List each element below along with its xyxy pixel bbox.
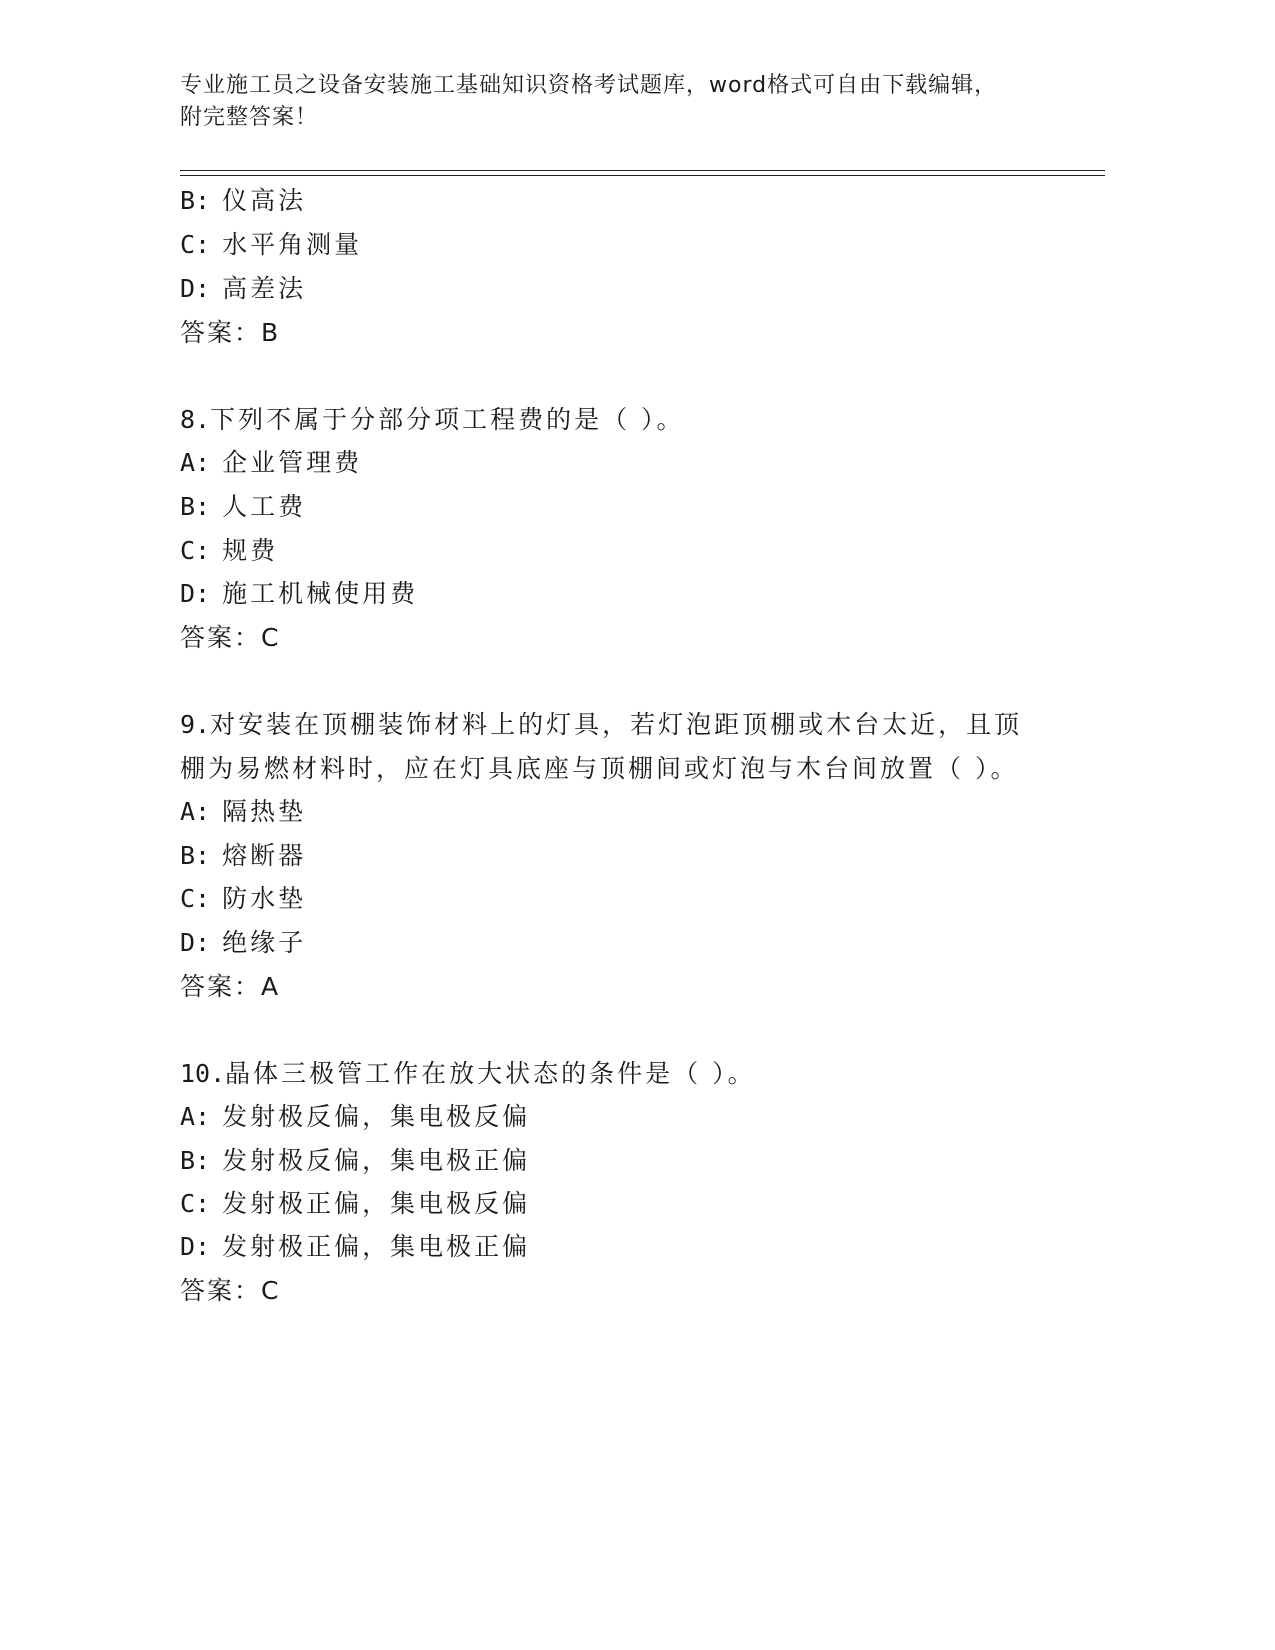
option-text: 企业管理费 xyxy=(222,448,363,477)
option-d xyxy=(180,926,306,960)
answer: 答案：C xyxy=(180,1276,281,1305)
option-text: 高差法 xyxy=(222,274,307,303)
option-key: D: xyxy=(180,928,211,957)
option-key: D: xyxy=(180,274,211,303)
header-divider-double xyxy=(180,175,1105,176)
option-c xyxy=(180,534,278,568)
header-line-1: 专业施工员之设备安装施工基础知识资格考试题库，word格式可自由下载编辑， xyxy=(180,73,998,98)
answer: 答案：B xyxy=(180,318,281,347)
option-text: 发射极正偏，集电极正偏 xyxy=(222,1232,531,1261)
option-text: 隔热垫 xyxy=(222,797,307,826)
question-number: 10. xyxy=(180,1059,226,1088)
option-text: 防水垫 xyxy=(222,884,307,913)
option-b xyxy=(180,490,306,524)
page-header xyxy=(180,70,1040,134)
option-key: D: xyxy=(180,579,211,608)
question-text: 下列不属于分部分项工程费的是（ ）。 xyxy=(210,405,685,434)
option-c xyxy=(180,882,306,916)
option-key: A: xyxy=(180,797,211,826)
option-a xyxy=(180,446,362,480)
option-text: 发射极反偏，集电极反偏 xyxy=(222,1102,531,1131)
question-8 xyxy=(180,403,685,437)
option-text: 仪高法 xyxy=(222,186,307,215)
option-text: 发射极正偏，集电极反偏 xyxy=(222,1189,531,1218)
answer: 答案：C xyxy=(180,623,281,652)
option-text: 规费 xyxy=(222,536,279,565)
question-text: 对安装在顶棚装饰材料上的灯具，若灯泡距顶棚或木台太近，且顶 xyxy=(210,710,1023,739)
option-key: D: xyxy=(180,1232,211,1261)
question-10 xyxy=(180,1057,756,1091)
option-key: B: xyxy=(180,186,211,215)
option-key: A: xyxy=(180,448,211,477)
option-key: C: xyxy=(180,1189,211,1218)
header-line-2: 附完整答案！ xyxy=(180,105,319,130)
option-b xyxy=(180,184,306,218)
option-d xyxy=(180,272,306,306)
question-text: 晶体三极管工作在放大状态的条件是（ ）。 xyxy=(225,1059,756,1088)
option-text: 水平角测量 xyxy=(222,230,363,259)
option-c xyxy=(180,1187,530,1221)
question-9-continued: 棚为易燃材料时，应在灯具底座与顶棚间或灯泡与木台间放置（ ）。 xyxy=(180,754,1019,783)
option-key: B: xyxy=(180,492,211,521)
option-d xyxy=(180,1230,530,1264)
option-a xyxy=(180,795,306,829)
option-c xyxy=(180,228,362,262)
option-key: A: xyxy=(180,1102,211,1131)
option-text: 熔断器 xyxy=(222,841,307,870)
option-key: C: xyxy=(180,536,211,565)
option-b xyxy=(180,839,306,873)
option-b xyxy=(180,1144,530,1178)
option-text: 人工费 xyxy=(222,492,307,521)
option-text: 发射极反偏，集电极正偏 xyxy=(222,1146,531,1175)
option-key: C: xyxy=(180,230,211,259)
option-text: 绝缘子 xyxy=(222,928,307,957)
header-divider xyxy=(180,170,1105,171)
answer: 答案：A xyxy=(180,972,281,1001)
option-a xyxy=(180,1100,530,1134)
option-key: B: xyxy=(180,1146,211,1175)
question-number: 9. xyxy=(180,710,211,739)
option-text: 施工机械使用费 xyxy=(222,579,419,608)
option-key: C: xyxy=(180,884,211,913)
option-key: B: xyxy=(180,841,211,870)
question-number: 8. xyxy=(180,405,211,434)
option-d xyxy=(180,577,418,611)
question-9 xyxy=(180,708,1022,742)
